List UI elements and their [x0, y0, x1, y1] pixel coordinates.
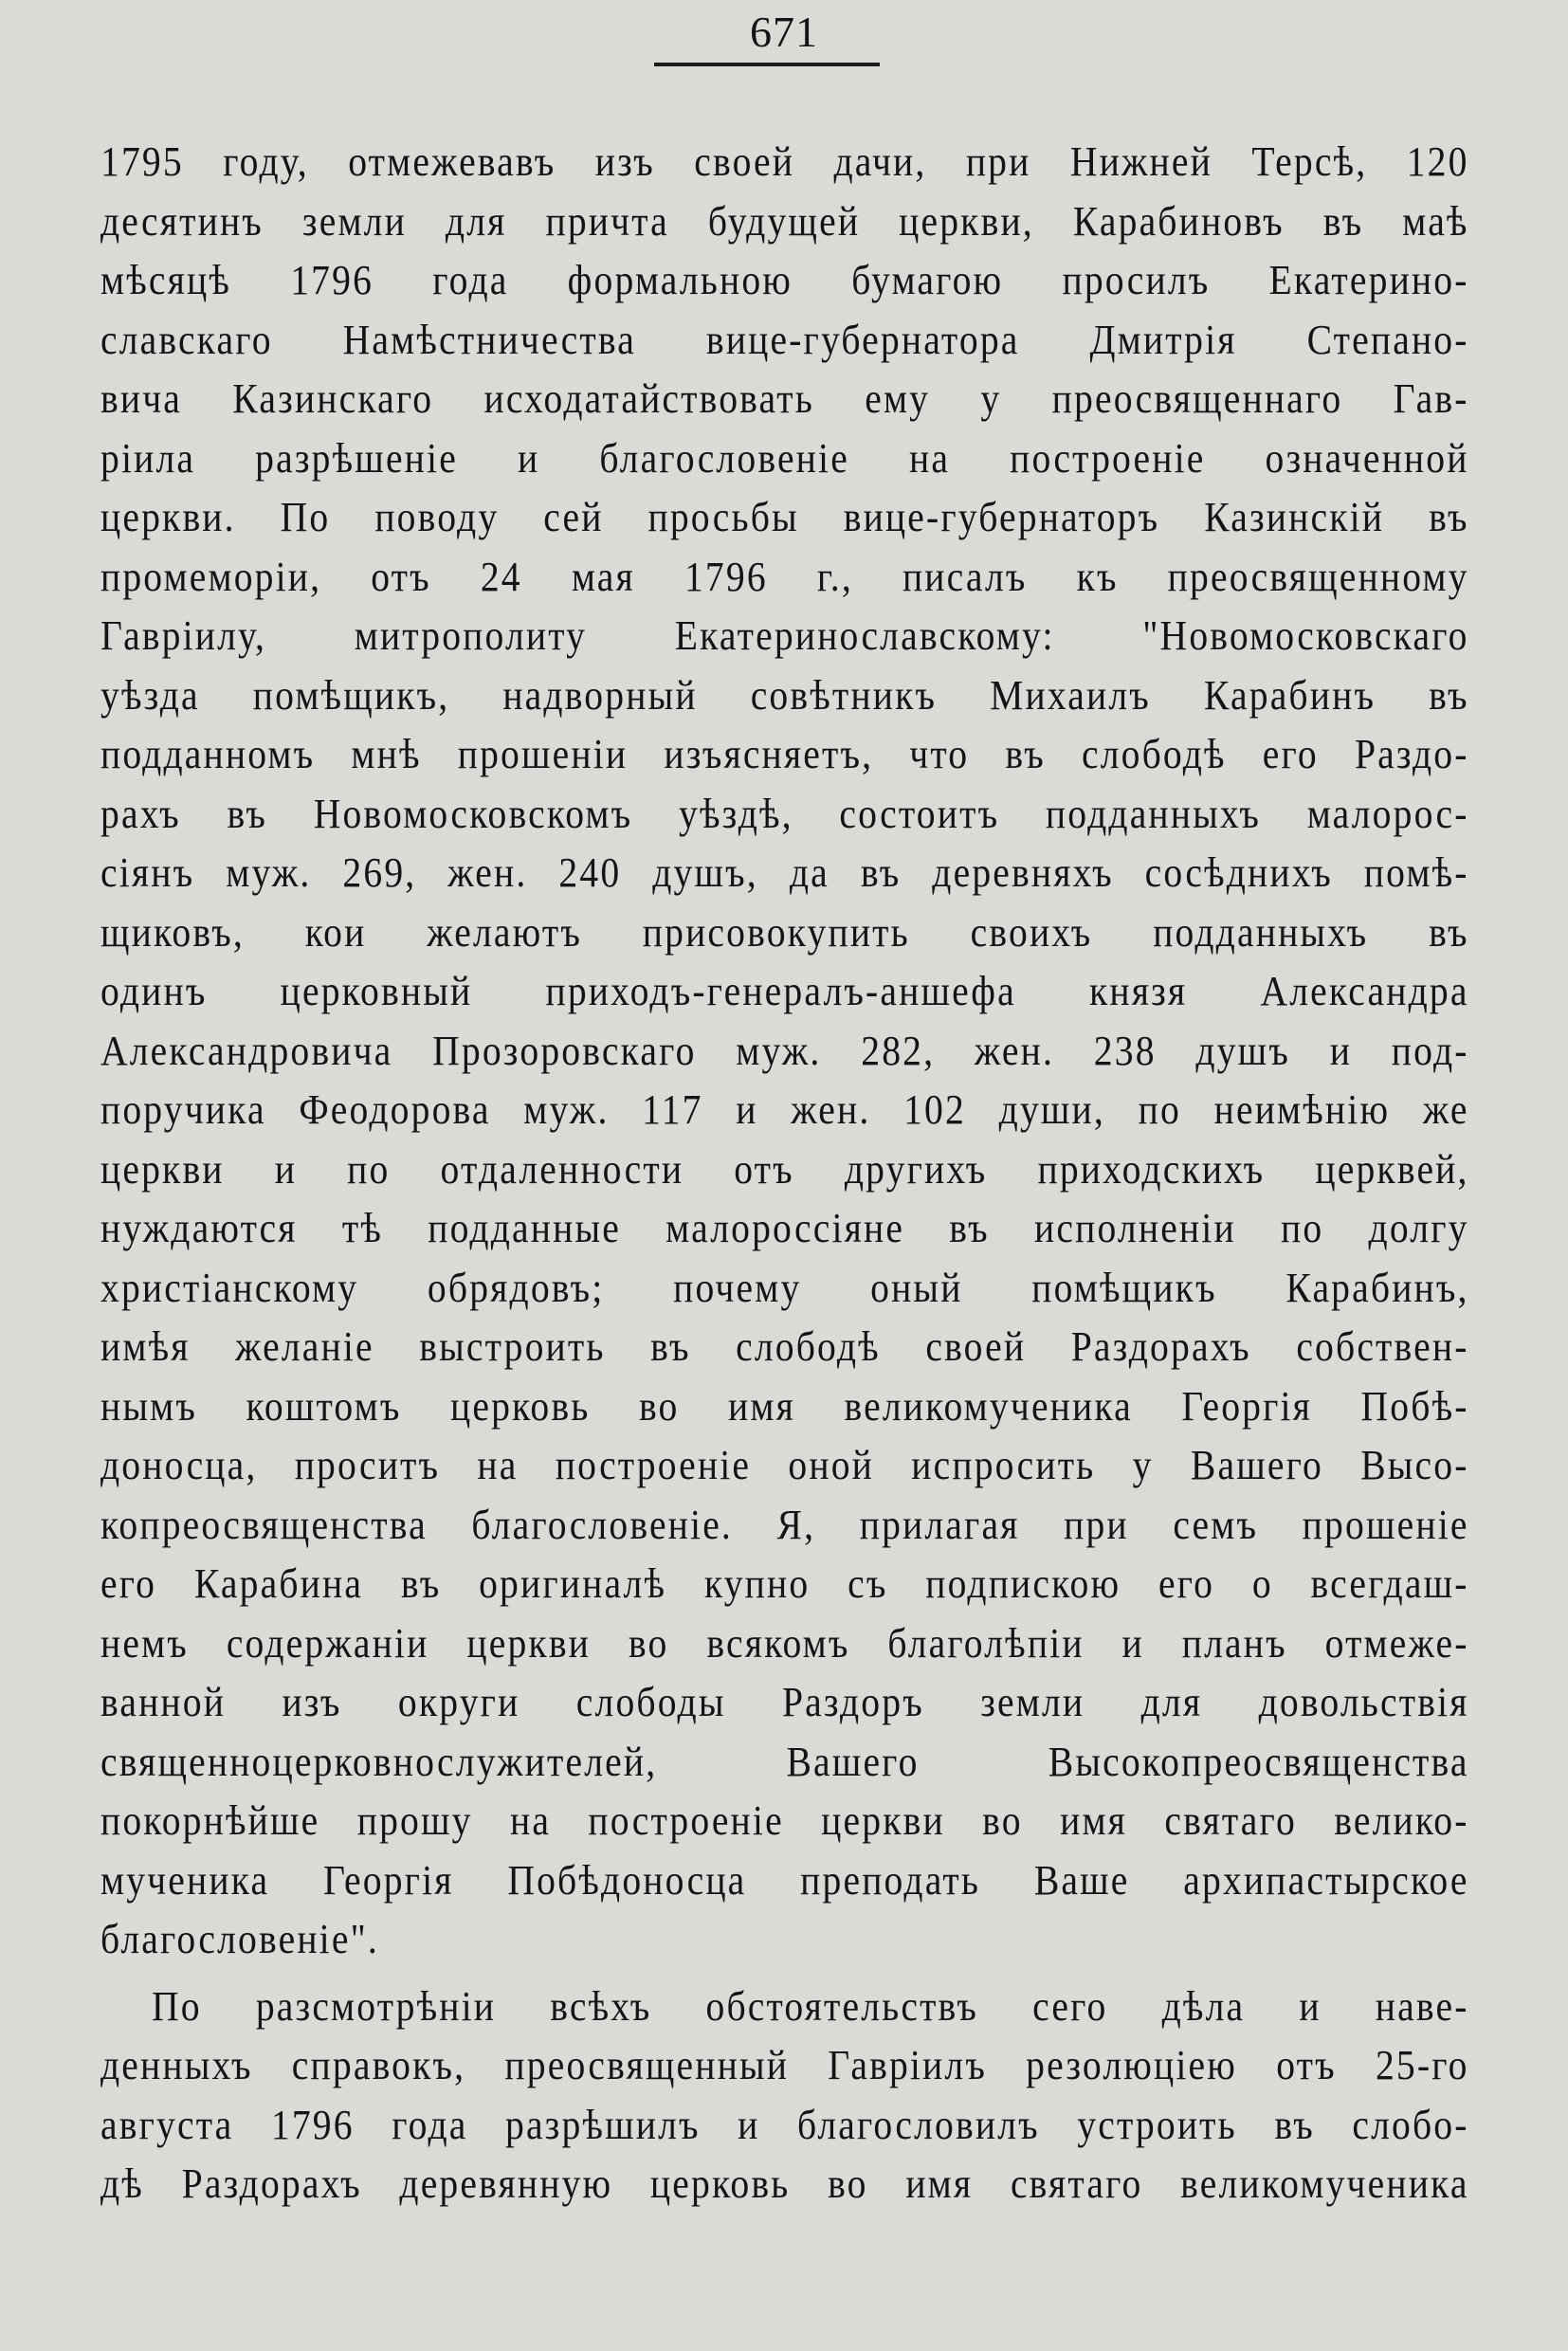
- text-line: церкви. По поводу сей просьбы вице-губернаторъ Казинскій въ: [100, 494, 1469, 540]
- text-line: его Карабина въ оригиналѣ купно съ подпискою его о всегдаш-: [100, 1560, 1469, 1607]
- text-line: немъ содержаніи церкви во всякомъ благолѣпіи и планъ отмеже-: [100, 1619, 1469, 1667]
- text-line: Александровича Прозоровскаго муж. 282, жен. 238 душъ и под-: [100, 1027, 1469, 1074]
- text-line: уѣзда помѣщикъ, надворный совѣтникъ Михаилъ Карабинъ въ: [100, 671, 1469, 719]
- page-number-underline: [654, 63, 880, 66]
- text-line: одинъ церковный приходъ-генералъ-аншефа князя Александра: [100, 968, 1469, 1014]
- text-line: рахъ въ Новомосковскомъ уѣздѣ, состоитъ подданныхъ малорос-: [100, 790, 1469, 837]
- text-line: Гавріилу, митрополиту Екатеринославскому: "Новомосковскаго: [100, 612, 1469, 659]
- text-line: 1795 году, отмежевавъ изъ своей дачи, при Нижней Терсѣ, 120: [100, 138, 1469, 185]
- text-line: церкви и по отдаленности отъ другихъ приходскихъ церквей,: [100, 1145, 1469, 1193]
- text-line: вича Казинскаго исходатайствовать ему у преосвященнаго Гав-: [100, 375, 1469, 422]
- text-line: щиковъ, кои желаютъ присовокупить своихъ подданныхъ въ: [100, 908, 1469, 956]
- text-line: христіанскому обрядовъ; почему оный помѣщикъ Карабинъ,: [100, 1264, 1469, 1311]
- text-line: славскаго Намѣстничества вице-губернатора Дмитрія Степано-: [100, 316, 1469, 363]
- text-line: копреосвященства благословеніе. Я, прилагая при семъ прошеніе: [100, 1501, 1469, 1548]
- text-line: священноцерковнослужителей, Вашего Высокопреосвященства: [100, 1738, 1469, 1785]
- text-line: десятинъ земли для причта будущей церкви, Карабиновъ въ маѣ: [100, 197, 1469, 245]
- text-line: ванной изъ округи слободы Раздоръ земли для довольствія: [100, 1679, 1469, 1725]
- text-line: покорнѣйше прошу на построеніе церкви во имя святаго велико-: [100, 1797, 1469, 1844]
- text-line: нуждаются тѣ подданные малороссіяне въ исполненіи по долгу: [100, 1205, 1469, 1251]
- text-line: мѣсяцѣ 1796 года формальною бумагою просилъ Екатерино-: [100, 257, 1469, 303]
- text-line: августа 1796 года разрѣшилъ и благословилъ устроить въ слобо-: [100, 2101, 1469, 2148]
- text-line: дѣ Раздорахъ деревянную церковь во имя святаго великомученика: [100, 2160, 1469, 2207]
- body-text: [100, 133, 1469, 2214]
- text-line: доносца, проситъ на построеніе оной испросить у Вашего Высо-: [100, 1442, 1469, 1488]
- paragraph-gap: [100, 1970, 1469, 1977]
- text-line: денныхъ справокъ, преосвященный Гавріилъ резолюціею отъ 25-го: [100, 2042, 1469, 2088]
- text-line: мученика Георгія Побѣдоносца преподать Ваше архипастырское: [100, 1856, 1469, 1904]
- text-line: промеморіи, отъ 24 мая 1796 г., писалъ къ преосвященному: [100, 553, 1469, 600]
- paragraph-1: [100, 133, 1469, 1970]
- paragraph-2: [100, 1977, 1469, 2214]
- text-line: нымъ коштомъ церковь во имя великомученика Георгія Побѣ-: [100, 1382, 1469, 1430]
- text-line: благословеніе".: [100, 1916, 379, 1962]
- text-line: имѣя желаніе выстроить въ слободѣ своей Раздорахъ собствен-: [100, 1323, 1469, 1370]
- text-line: По разсмотрѣніи всѣхъ обстоятельствъ сего дѣла и наве-: [152, 1982, 1469, 2030]
- page-number: 671: [750, 8, 818, 56]
- text-line: ріила разрѣшеніе и благословеніе на построеніе означенной: [100, 434, 1469, 482]
- text-line: поручика Феодорова муж. 117 и жен. 102 души, по неимѣнію же: [100, 1086, 1469, 1133]
- text-line: подданномъ мнѣ прошеніи изъясняетъ, что въ слободѣ его Раздо-: [100, 731, 1469, 777]
- text-line: сіянъ муж. 269, жен. 240 душъ, да въ деревняхъ сосѣднихъ помѣ-: [100, 849, 1469, 896]
